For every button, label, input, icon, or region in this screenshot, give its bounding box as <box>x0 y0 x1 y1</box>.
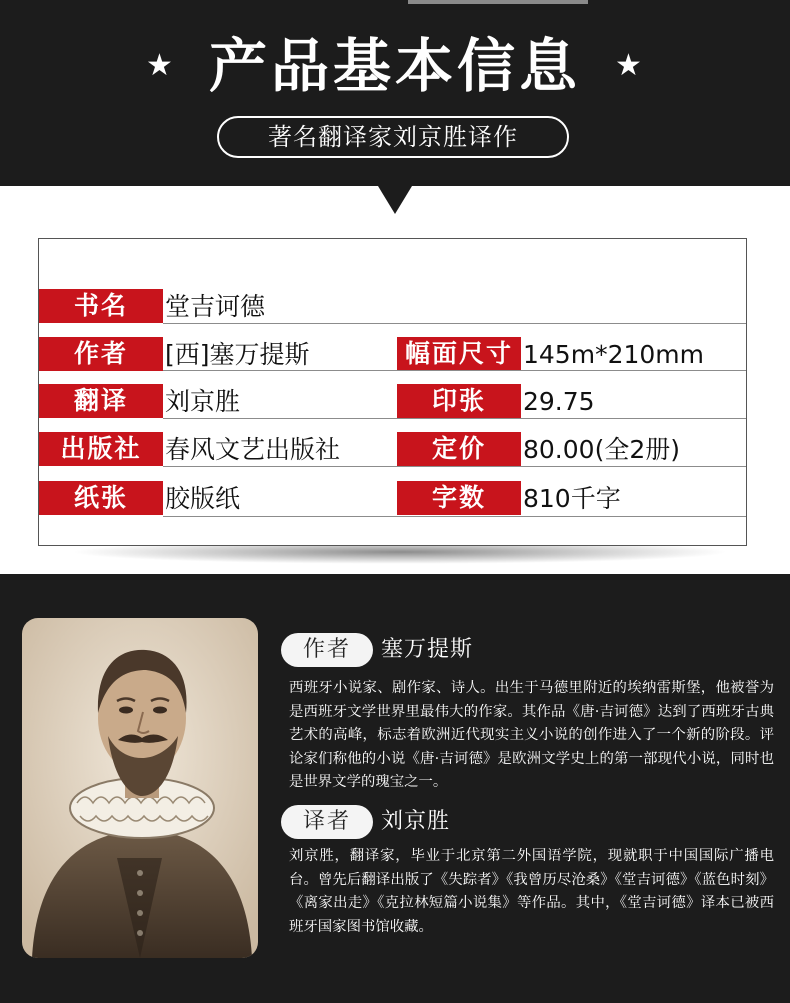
author-label-pill: 作者 <box>281 633 373 667</box>
field-label-title: 书名 <box>39 289 163 323</box>
row-divider <box>163 466 746 467</box>
author-translator-section <box>0 574 790 1003</box>
field-value-publisher: 春风文艺出版社 <box>165 435 341 464</box>
page-title: 产品基本信息 <box>208 32 581 100</box>
author-name: 塞万提斯 <box>381 637 474 662</box>
row-divider <box>163 418 746 419</box>
header-top-accent-line <box>408 0 588 4</box>
subtitle-badge: 著名翻译家刘京胜译作 <box>217 116 569 158</box>
star-icon: ★ <box>146 48 173 83</box>
translator-label-pill: 译者 <box>281 805 373 839</box>
row-divider <box>163 516 746 517</box>
field-value-author: [西]塞万提斯 <box>165 340 310 369</box>
field-label-price: 定价 <box>397 432 521 466</box>
row-divider <box>163 370 746 371</box>
field-value-title: 堂吉诃德 <box>165 292 266 321</box>
field-label-author: 作者 <box>39 337 163 371</box>
field-value-price: 80.00(全2册) <box>523 435 680 464</box>
field-value-paper: 胶版纸 <box>165 484 241 513</box>
author-portrait-image <box>22 618 258 958</box>
star-icon: ★ <box>615 48 642 83</box>
header-pointer-triangle <box>378 186 412 214</box>
row-divider <box>163 323 746 324</box>
author-biography: 西班牙小说家、剧作家、诗人。出生于马德里附近的埃纳雷斯堡，他被誉为是西班牙文学世界里最伟大的作家。其作品《唐·吉诃德》达到了西班牙古典艺术的高峰，标志着欧洲近代现实主义小说的创作进入了一个新的阶段。评论家们称他的小说《唐·吉诃德》是欧洲文学史上的第一部现代小说，同时也是世界文学的瑰宝之一。 <box>289 680 774 790</box>
field-label-translator: 翻译 <box>39 384 163 418</box>
field-label-format: 幅面尺寸 <box>397 337 521 371</box>
field-value-word-count: 810千字 <box>523 484 621 513</box>
field-label-word-count: 字数 <box>397 481 521 515</box>
field-label-sheets: 印张 <box>397 384 521 418</box>
product-info-table <box>38 238 747 546</box>
field-value-format: 145m*210mm <box>523 340 704 369</box>
header-banner <box>0 0 790 186</box>
translator-biography: 刘京胜，翻译家，毕业于北京第二外国语学院，现就职于中国国际广播电台。曾先后翻译出版了《失踪者》《我曾历尽沧桑》《堂吉诃德》《蓝色时刻》《离家出走》《克拉林短篇小说集》等作品。其中，《堂吉诃德》译本已被西班牙国家图书馆收藏。 <box>289 848 774 935</box>
field-label-publisher: 出版社 <box>39 432 163 466</box>
field-value-translator: 刘京胜 <box>165 387 241 416</box>
field-label-paper: 纸张 <box>39 481 163 515</box>
field-value-sheets: 29.75 <box>523 387 595 416</box>
translator-name: 刘京胜 <box>381 809 451 834</box>
